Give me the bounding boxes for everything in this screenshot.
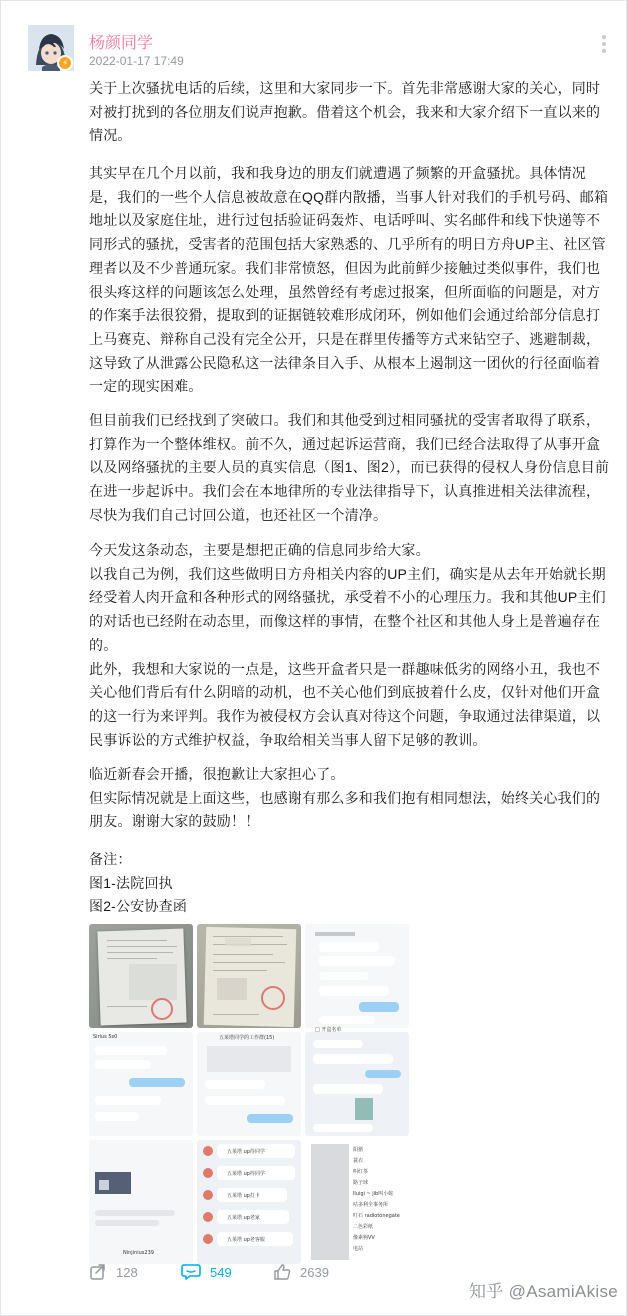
like-count: 2639 <box>300 1264 329 1280</box>
verified-badge-icon: ⚡ <box>57 55 73 71</box>
comment-icon <box>181 1263 201 1281</box>
post-paragraph-4: 今天发这条动态，主要是想把正确的信息同步给大家。 以我自己为例，我们这些做明日方舟相关内容的UP主们，确实是从去年开始就长期经受着人肉开盒和各种形式的网络骚扰，承受着不小的心理压力。我和其他UP主们的对话也已经附在动态里，而像这样的事情，在整个社区和其他人身上是普遍存在的。 此外，我想和大家说的一点是，这些开盒者只是一群趣味低劣的网络小丑，我也不关心他们背后有什么阴暗的动机，也不关心他们到底披着什么皮，仅针对他们开盒的这一行为来评判。我作为被侵权方会认真对待这个问题，争取通过法律渠道，以民事诉讼的方式维护权益，争取给相关当事人留下足够的教训。 <box>89 542 606 748</box>
post-paragraph-2: 其实早在几个月以前，我和我身边的朋友们就遭遇了频繁的开盒骚扰。具体情况是，我们的一些个人信息被故意在QQ群内散播，当事人针对我们的手机号码、邮箱地址以及家庭住址，进行过包括验证码轰炸、电话呼叫、实名邮件和线下快递等不同形式的骚扰，受害者的范围包括大家熟悉的、几乎所有的明日方舟UP主、社区管理者以及不少普通玩家。我们非常愤怒，但因为此前鲜少接触过类似事件，我们也很头疼这样的问题该怎么处理，虽然曾经有考虑过报案，但所面临的问题是，对方的作案手法很狡猾，提取到的证据链较难形成闭环，例如他们会通过给部分信息打上马赛克、辩称自己没有完全公开，只是在群里传播等方式来钻空子、逃避制裁，这导致了从泄露公民隐私这一法律条目入手、从根本上遏制这一团伙的行径面临着一定的现实困难。 <box>89 165 609 395</box>
chat-name-2: 五莱塔 up待同学 <box>227 1171 265 1177</box>
share-button[interactable] <box>89 1260 138 1284</box>
chat-user-id: Ninjinius239 <box>123 1250 154 1256</box>
post-paragraph-6: 备注： 图1-法院回执 图2-公安协查函 <box>89 851 188 915</box>
chat-name-3: 五莱塔 up打卡 <box>227 1193 260 1199</box>
list-name-10: 电站 <box>353 1246 364 1252</box>
more-dots-icon[interactable] <box>600 35 608 57</box>
image-police-letter[interactable] <box>197 924 301 1028</box>
image-chat-screenshot-4[interactable] <box>305 1032 409 1136</box>
zhihu-watermark: 知乎 @AsamiAkise <box>469 1282 618 1301</box>
chat-header-text-2: 五莱塔同学的工作群(15) <box>219 1035 275 1041</box>
list-name-1: 阳猪 <box>353 1147 364 1153</box>
list-name-3: 叫红茶 <box>353 1169 369 1175</box>
post-time: 2022-01-17 17:49 <box>89 54 184 68</box>
post-paragraph-5: 临近新春会开播，很抱歉让大家担心了。 但实际情况就是上面这些，也感谢有那么多和我们抱有相同想法，始终关心我们的朋友。谢谢大家的鼓励！！ <box>89 766 601 830</box>
list-name-4: 路子球 <box>353 1180 369 1186</box>
chat-name-4: 五莱塔 up老家 <box>227 1215 260 1221</box>
like-button[interactable] <box>273 1260 329 1284</box>
image-gallery <box>89 924 409 1264</box>
post-header <box>28 25 608 75</box>
image-chat-screenshot-2[interactable] <box>89 1032 193 1136</box>
list-name-9: 像素狗VV <box>353 1235 375 1241</box>
post-paragraph-3: 但目前我们已经找到了突破口。我们和其他受到过相同骚扰的受害者取得了联系，打算作为一个整体维权。前不久，通过起诉运营商，我们已经合法取得了从事开盒以及网络骚扰的主要人员的真实信息（图1、图2），而已获得的侵权人身份信息目前在进一步起诉中。我们会在本地律所的专业法律指导下，认真推进相关法律流程，尽快为我们自己讨回公道，也还社区一个清净。 <box>89 412 610 523</box>
image-chat-screenshot-6[interactable] <box>197 1140 301 1264</box>
share-count: 128 <box>116 1264 138 1280</box>
author-name[interactable]: 杨颜同学 <box>89 35 154 52</box>
list-name-7: 叮石 radiotonegate <box>353 1213 400 1219</box>
list-name-2: 蓑衣 <box>353 1158 364 1164</box>
post-paragraph-1: 关于上次骚扰电话的后续，这里和大家同步一下。首先非常感谢大家的关心，同时对被打扰到的各位朋友们说声抱歉。借着这个机会，我来和大家介绍下一直以来的情况。 <box>89 80 601 144</box>
image-doxxing-list[interactable] <box>305 1027 409 1264</box>
share-icon <box>89 1263 107 1281</box>
image-chat-screenshot-5[interactable] <box>89 1140 193 1264</box>
chat-name-1: 五莱塔 up待同学 <box>227 1149 265 1155</box>
comment-count: 549 <box>210 1264 232 1280</box>
image-chat-screenshot-1[interactable] <box>305 924 409 1028</box>
like-icon <box>273 1263 291 1281</box>
list-name-8: 二色彩纸 <box>353 1224 374 1230</box>
list-name-5: lluigi ~ jib叫小蛇 <box>353 1191 394 1197</box>
image-chat-screenshot-3[interactable] <box>197 1032 301 1136</box>
chat-name-5: 五莱塔 up老客服 <box>227 1237 265 1243</box>
chat-header-text: Sirius 5s0 <box>93 1034 118 1040</box>
comment-button[interactable] <box>181 1260 232 1284</box>
list-title: □ 开盒名单 <box>315 1027 342 1033</box>
image-court-receipt[interactable] <box>89 924 193 1028</box>
list-name-6: 咕多利全事务所 <box>353 1202 389 1208</box>
